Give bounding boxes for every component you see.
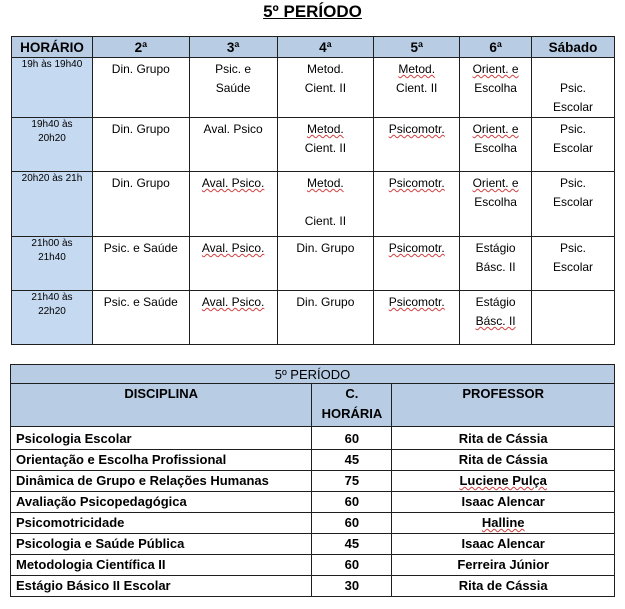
schedule-row xyxy=(12,118,615,172)
class-label: Psic. e Saúde xyxy=(103,241,178,255)
schedule-cell xyxy=(374,291,460,345)
disciplines-table xyxy=(10,364,615,597)
schedule-cell xyxy=(532,237,615,291)
class-label: Orient. e xyxy=(472,62,519,76)
class-label: Escolar xyxy=(553,141,594,155)
table-row xyxy=(11,513,615,534)
table-row xyxy=(11,534,615,555)
class-label: Psic. xyxy=(560,81,587,95)
discipline-hours: 60 xyxy=(312,555,392,576)
class-label: Metod. xyxy=(307,122,344,136)
schedule-table xyxy=(11,36,615,345)
class-label: Cient. II xyxy=(304,81,347,95)
schedule-cell xyxy=(92,58,189,118)
class-label: Psic. e xyxy=(215,62,252,76)
schedule-cell xyxy=(460,118,532,172)
discipline-hours: 45 xyxy=(312,450,392,471)
schedule-cell xyxy=(460,237,532,291)
discipline-name: Psicologia Escolar xyxy=(11,427,312,450)
professor-name: Halline xyxy=(481,515,525,530)
schedule-cell xyxy=(189,172,277,237)
schedule-cell xyxy=(277,118,374,172)
table-row xyxy=(11,555,615,576)
header-saturday: Sábado xyxy=(532,37,615,58)
schedule-cell xyxy=(277,237,374,291)
schedule-cell xyxy=(189,118,277,172)
class-label: Psicomotr. xyxy=(388,295,445,309)
time-slot xyxy=(12,58,93,118)
class-label: Cient. II xyxy=(396,81,438,95)
class-label: Psic. xyxy=(560,176,587,190)
discipline-professor xyxy=(392,471,615,492)
schedule-cell xyxy=(374,118,460,172)
class-label: Psic. xyxy=(560,241,587,255)
schedule-cell xyxy=(92,291,189,345)
schedule-cell xyxy=(532,118,615,172)
class-label: Din. Grupo xyxy=(111,122,170,136)
class-label: Básc. II xyxy=(475,260,516,274)
class-label: Orient. e xyxy=(472,176,519,190)
class-label: Aval. Psico. xyxy=(201,176,265,190)
disciplines-title-row xyxy=(11,365,615,384)
table-row xyxy=(11,471,615,492)
discipline-professor xyxy=(392,513,615,534)
time-slot xyxy=(12,118,93,172)
discipline-hours: 60 xyxy=(312,492,392,513)
schedule-cell xyxy=(374,237,460,291)
disciplines-header-row xyxy=(11,384,615,427)
discipline-hours: 45 xyxy=(312,534,392,555)
schedule-cell xyxy=(189,58,277,118)
class-label: Metod. xyxy=(398,62,436,76)
class-label: Psic. xyxy=(560,122,587,136)
schedule-cell xyxy=(460,58,532,118)
discipline-hours: 60 xyxy=(312,513,392,534)
header-ch-line: HORÁRIA xyxy=(321,406,383,421)
class-label: Escolha xyxy=(474,195,517,209)
class-label: Din. Grupo xyxy=(296,295,355,309)
class-label: Aval. Psico xyxy=(203,122,263,136)
class-label: Estágio xyxy=(475,295,516,309)
class-label: Escolar xyxy=(553,100,594,114)
discipline-hours: 60 xyxy=(312,427,392,450)
discipline-professor: Ferreira Júnior xyxy=(392,555,615,576)
time-slot xyxy=(12,291,93,345)
header-day-6: 6ª xyxy=(460,37,532,58)
class-label: Metod. xyxy=(307,176,344,190)
time-label: 19h às 19h40 xyxy=(21,59,83,70)
class-label: Saúde xyxy=(215,81,251,95)
schedule-cell xyxy=(460,291,532,345)
professor-name: Luciene Pulça xyxy=(459,473,547,488)
class-label: Metod. xyxy=(307,62,344,76)
class-label: Cient. II xyxy=(304,214,347,228)
schedule-cell xyxy=(277,291,374,345)
schedule-cell xyxy=(92,237,189,291)
discipline-name: Estágio Básico II Escolar xyxy=(11,576,312,597)
time-label: 19h40 às xyxy=(31,119,73,130)
schedule-cell xyxy=(460,172,532,237)
time-label: 22h20 xyxy=(38,306,66,317)
header-day-2: 2ª xyxy=(92,37,189,58)
time-label: 21h00 às xyxy=(31,238,73,249)
header-ch-line: C. xyxy=(345,386,359,401)
discipline-professor: Isaac Alencar xyxy=(392,492,615,513)
time-label: 20h20 às 21h xyxy=(21,173,83,184)
schedule-row xyxy=(12,291,615,345)
discipline-hours: 75 xyxy=(312,471,392,492)
class-label: Din. Grupo xyxy=(111,176,170,190)
schedule-cell xyxy=(92,172,189,237)
class-label: Psic. e Saúde xyxy=(103,295,178,309)
schedule-cell xyxy=(189,237,277,291)
schedule-cell xyxy=(374,58,460,118)
time-label: 20h20 xyxy=(38,133,66,144)
class-label: Psicomotr. xyxy=(388,241,445,255)
discipline-name: Orientação e Escolha Profissional xyxy=(11,450,312,471)
schedule-row xyxy=(12,237,615,291)
discipline-name: Metodologia Científica II xyxy=(11,555,312,576)
class-label: Din. Grupo xyxy=(296,241,355,255)
class-label: Din. Grupo xyxy=(111,62,170,76)
time-slot xyxy=(12,172,93,237)
class-label: Psicomotr. xyxy=(388,122,445,136)
table-row xyxy=(11,450,615,471)
header-professor: PROFESSOR xyxy=(392,384,615,427)
header-horario: HORÁRIO xyxy=(12,37,93,58)
table-row xyxy=(11,492,615,513)
class-label: Escolha xyxy=(474,81,517,95)
page-title: 5º PERÍODO xyxy=(263,2,362,21)
schedule-cell xyxy=(374,172,460,237)
class-label: Escolar xyxy=(553,260,594,274)
time-label: 21h40 xyxy=(38,252,66,263)
table-row xyxy=(11,576,615,597)
discipline-professor: Rita de Cássia xyxy=(392,427,615,450)
discipline-hours: 30 xyxy=(312,576,392,597)
class-label: Escolha xyxy=(474,141,517,155)
schedule-cell xyxy=(532,58,615,118)
time-label: 21h40 às xyxy=(31,292,73,303)
discipline-name: Psicologia e Saúde Pública xyxy=(11,534,312,555)
class-label: Escolar xyxy=(553,195,594,209)
header-carga-horaria xyxy=(312,384,392,427)
schedule-row xyxy=(12,58,615,118)
header-day-3: 3ª xyxy=(189,37,277,58)
header-disciplina: DISCIPLINA xyxy=(11,384,312,427)
class-label: Orient. e xyxy=(472,122,519,136)
discipline-name: Dinâmica de Grupo e Relações Humanas xyxy=(11,471,312,492)
class-label: Cient. II xyxy=(304,141,347,155)
discipline-professor: Isaac Alencar xyxy=(392,534,615,555)
disciplines-title: 5º PERÍODO xyxy=(11,365,615,384)
header-day-4: 4ª xyxy=(277,37,374,58)
schedule-cell xyxy=(532,291,615,345)
discipline-professor: Rita de Cássia xyxy=(392,450,615,471)
schedule-row xyxy=(12,172,615,237)
schedule-header-row xyxy=(12,37,615,58)
class-label: Básc. II xyxy=(475,314,516,328)
time-slot xyxy=(12,237,93,291)
class-label: Aval. Psico. xyxy=(201,241,265,255)
discipline-name: Psicomotricidade xyxy=(11,513,312,534)
schedule-cell xyxy=(532,172,615,237)
discipline-name: Avaliação Psicopedagógica xyxy=(11,492,312,513)
table-row xyxy=(11,427,615,450)
schedule-cell xyxy=(189,291,277,345)
discipline-professor: Rita de Cássia xyxy=(392,576,615,597)
class-label: Aval. Psico. xyxy=(201,295,265,309)
schedule-cell xyxy=(277,172,374,237)
class-label: Psicomotr. xyxy=(388,176,445,190)
schedule-cell xyxy=(92,118,189,172)
header-day-5: 5ª xyxy=(374,37,460,58)
schedule-cell xyxy=(277,58,374,118)
class-label: Estágio xyxy=(475,241,516,255)
